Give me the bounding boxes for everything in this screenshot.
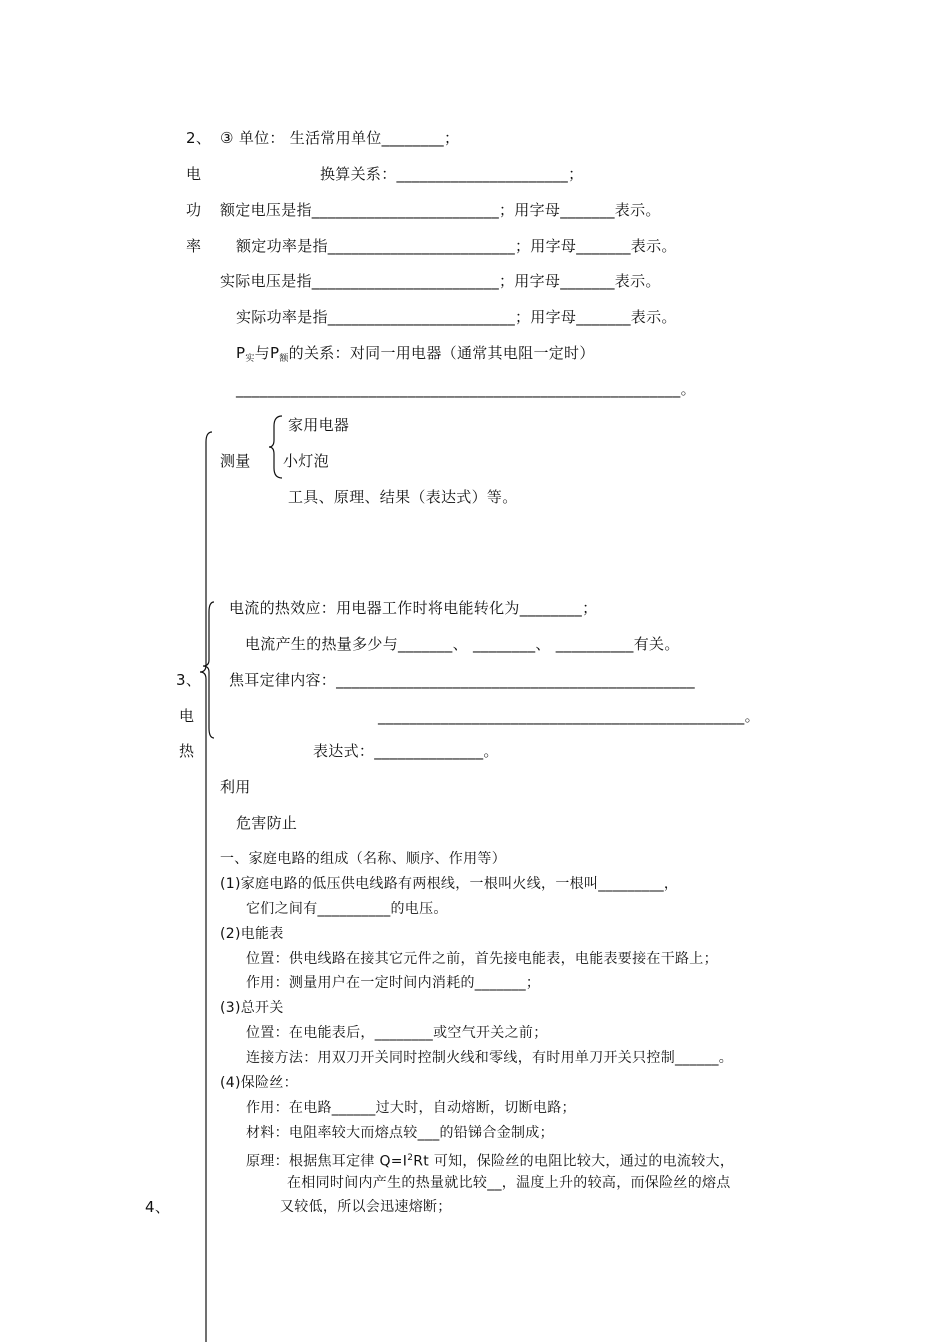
relation-blank-line: _________________________________________________________。 (236, 380, 696, 398)
item2-heading: (2)电能表 (220, 926, 284, 942)
power-relation-line (236, 343, 595, 366)
section-4-number: 4、 (145, 1198, 171, 1216)
conversion-line: 换算关系：______________________； (320, 165, 584, 183)
item4-principle-2: 在相同时间内产生的热量就比较__，温度上升的较高，而保险丝的熔点 (287, 1175, 731, 1191)
item4-heading: (4)保险丝： (220, 1075, 298, 1091)
principle-superscript: 2 (407, 1153, 414, 1163)
item2-function: 作用：测量用户在一定时间内消耗的_______； (246, 975, 541, 991)
relation-sub-actual: 实 (245, 354, 255, 364)
section-3-side-char-1: 电 (179, 707, 195, 725)
relation-rest: 的关系：对同一用电器（通常其电阻一定时） (288, 344, 595, 362)
item1-line-a: (1)家庭电路的低压供电线路有两根线，一根叫火线，一根叫_________， (220, 876, 679, 892)
relation-p2: 与P (254, 344, 280, 362)
section-2-side-char-1: 电 (186, 165, 202, 183)
actual-voltage-line: 实际电压是指________________________；用字母_______表示。 (220, 272, 661, 290)
item3-heading: (3)总开关 (220, 1000, 284, 1016)
item3-connection: 连接方法：用双刀开关同时控制火线和零线，有时用单刀开关只控制______。 (246, 1050, 734, 1066)
heat-brace (202, 600, 218, 740)
unit-line: ③ 单位： 生活常用单位________； (220, 129, 460, 147)
heat-factors-line: 电流产生的热量多少与_______、 ________、 __________有关。 (245, 635, 680, 653)
use-line: 利用 (220, 778, 251, 796)
outline-brace (198, 430, 218, 1344)
rated-voltage-line: 额定电压是指________________________；用字母_______表示。 (220, 201, 661, 219)
expression-line: 表达式：______________。 (313, 742, 499, 760)
item4-principle-1 (246, 1148, 734, 1172)
item4-principle-3: 又较低，所以会迅速熔断； (280, 1199, 452, 1215)
rated-power-line: 额定功率是指________________________；用字母_______表示。 (236, 237, 677, 255)
section-2-side-char-3: 率 (186, 237, 202, 255)
measure-item-appliance: 家用电器 (288, 416, 350, 434)
measure-item-bulb: 小灯泡 (283, 452, 329, 470)
principle-text-a: 原理：根据焦耳定律 Q=I (246, 1153, 408, 1170)
section-2-number: 2、 (186, 129, 212, 147)
joule-law-line: 焦耳定律内容：______________________________________________ (229, 671, 695, 689)
item4-material: 材料：电阻率较大而熔点较___的铅锑合金制成； (246, 1125, 554, 1141)
item4-function: 作用：在电路______过大时，自动熔断，切断电路； (246, 1100, 576, 1116)
household-circuit-title: 一、家庭电路的组成（名称、顺序、作用等） (220, 851, 506, 867)
prevent-line: 危害防止 (236, 814, 298, 832)
heat-effect-line: 电流的热效应：用电器工作时将电能转化为________； (229, 599, 598, 617)
section-3-number: 3、 (176, 671, 202, 689)
item3-position: 位置：在电能表后，________或空气开关之前； (246, 1025, 548, 1041)
item2-position: 位置：供电线路在接其它元件之前，首先接电能表，电能表要接在干路上； (246, 951, 718, 967)
joule-law-blank-line: _______________________________________________。 (378, 707, 760, 725)
item1-line-b: 它们之间有__________的电压。 (246, 901, 448, 917)
principle-text-b: Rt 可知，保险丝的电阻比较大，通过的电流较大， (413, 1153, 735, 1170)
relation-p1: P (236, 344, 246, 362)
measure-note: 工具、原理、结果（表达式）等。 (288, 488, 518, 506)
measure-label: 测量 (220, 452, 251, 470)
relation-sub-rated: 额 (279, 354, 289, 364)
section-3-side-char-2: 热 (179, 742, 195, 760)
section-2-side-char-2: 功 (186, 201, 202, 219)
actual-power-line: 实际功率是指________________________；用字母_______表示。 (236, 308, 677, 326)
